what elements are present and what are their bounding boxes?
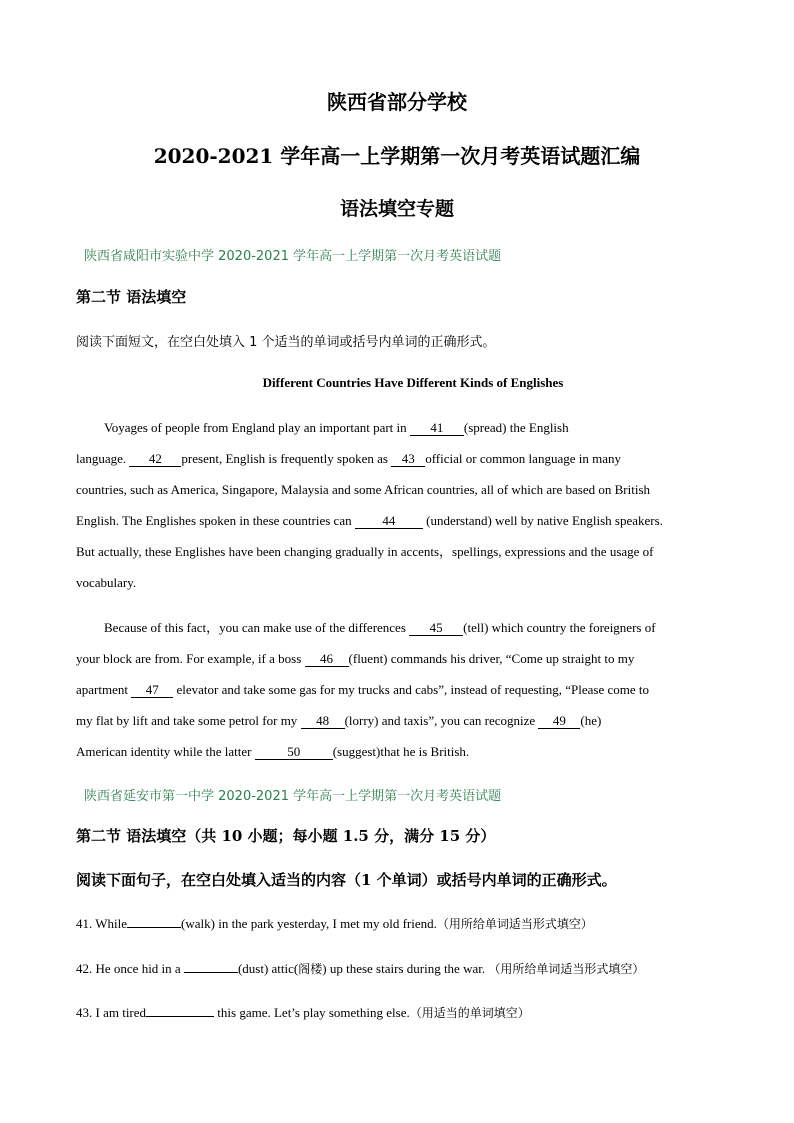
blank-49[interactable]: 49 — [538, 714, 580, 729]
text-span: language. — [76, 451, 130, 466]
text-span: Voyages of people from England play an important part in — [104, 420, 410, 435]
text-span: present, English is frequently spoken as — [181, 451, 392, 466]
passage-title: Different Countries Have Different Kinds of Englishes — [262, 375, 564, 390]
question-43 — [76, 1004, 530, 1021]
text-span: official or common language in many — [425, 451, 621, 466]
text-span: (walk) in the park yesterday, I met my old friend. — [181, 916, 437, 931]
blank-q42[interactable] — [184, 972, 238, 973]
text-span: this game. Let’s play something else. — [214, 1005, 410, 1020]
passage-line — [76, 713, 601, 729]
text-span: your block are from. For example, if a boss — [76, 651, 305, 666]
text-span: (understand) well by native English speakers. — [422, 513, 663, 528]
text-span: (lorry) and taxis”, you can recognize — [344, 713, 539, 728]
blank-45[interactable]: 45 — [409, 621, 463, 636]
passage-line: vocabulary. — [76, 575, 137, 590]
doc-title-region: 陕西省部分学校 — [327, 90, 467, 114]
blank-47[interactable]: 47 — [131, 683, 173, 698]
blank-44[interactable]: 44 — [355, 514, 423, 529]
text-span: (he) — [580, 713, 602, 728]
hint-text: （用所给单词适当形式填空） — [488, 962, 645, 976]
passage-line — [76, 744, 469, 760]
gloss-text: 阁楼 — [298, 962, 323, 976]
hint-text: （用适当的单词填空） — [409, 1006, 530, 1020]
text-span: elevator and take some gas for my trucks and cabs”, instead of requesting, “Please come to — [173, 682, 650, 697]
text-span: (tell) which country the foreigners of — [463, 620, 656, 635]
blank-43[interactable]: 43 — [391, 452, 425, 467]
text-span: English. The Englishes spoken in these countries can — [76, 513, 355, 528]
text-span: (suggest)that he is British. — [332, 744, 470, 759]
blank-q41[interactable] — [127, 927, 181, 928]
question-41 — [76, 915, 593, 932]
passage-line — [104, 620, 656, 636]
text-span: 43. I am tired — [76, 1005, 147, 1020]
section2-source-link[interactable]: 陕西省延安市第一中学 2020-2021 学年高一上学期第一次月考英语试题 — [84, 789, 502, 804]
text-span: Because of this fact，you can make use of the differences — [104, 620, 410, 635]
text-span: 41. While — [76, 916, 128, 931]
text-span: my flat by lift and take some petrol for my — [76, 713, 301, 728]
blank-42[interactable]: 42 — [129, 452, 181, 467]
doc-title-topic: 语法填空专题 — [339, 198, 454, 220]
doc-title-exam: 2020-2021 学年高一上学期第一次月考英语试题汇编 — [153, 144, 641, 168]
passage-line — [76, 682, 649, 698]
passage-line — [76, 451, 621, 467]
section1-source-link[interactable]: 陕西省咸阳市实验中学 2020-2021 学年高一上学期第一次月考英语试题 — [84, 249, 502, 264]
text-span: ) up these stairs during the war. — [322, 961, 489, 976]
blank-48[interactable]: 48 — [301, 714, 345, 729]
question-42 — [76, 960, 644, 977]
hint-text: （用所给单词适当形式填空） — [436, 917, 593, 931]
blank-50[interactable]: 50 — [255, 745, 333, 760]
text-span: American identity while the latter — [76, 744, 255, 759]
section2-heading: 第二节 语法填空（共 10 小题；每小题 1.5 分，满分 15 分） — [76, 827, 496, 845]
text-span: (dust) attic( — [237, 961, 299, 976]
section2-instruction: 阅读下面句子，在空白处填入适当的内容（1 个单词）或括号内单词的正确形式。 — [76, 871, 617, 889]
text-span: 42. He once hid in a — [76, 961, 184, 976]
passage-line — [76, 651, 634, 667]
section1-instruction: 阅读下面短文，在空白处填入 1 个适当的单词或括号内单词的正确形式。 — [76, 335, 496, 350]
blank-46[interactable]: 46 — [305, 652, 349, 667]
text-span: apartment — [76, 682, 132, 697]
blank-41[interactable]: 41 — [410, 421, 464, 436]
section1-heading: 第二节 语法填空 — [76, 288, 187, 306]
passage-line: countries, such as America, Singapore, Malaysia and some African countries, all of which are based on British — [76, 482, 651, 497]
passage-line — [104, 420, 569, 436]
passage-line: But actually, these Englishes have been changing gradually in accents，spellings, expressions and the usage of — [76, 544, 654, 559]
text-span: (fluent) commands his driver, “Come up straight to my — [348, 651, 635, 666]
blank-q43[interactable] — [146, 1016, 214, 1017]
text-span: (spread) the English — [463, 420, 569, 435]
passage-line — [76, 513, 663, 529]
